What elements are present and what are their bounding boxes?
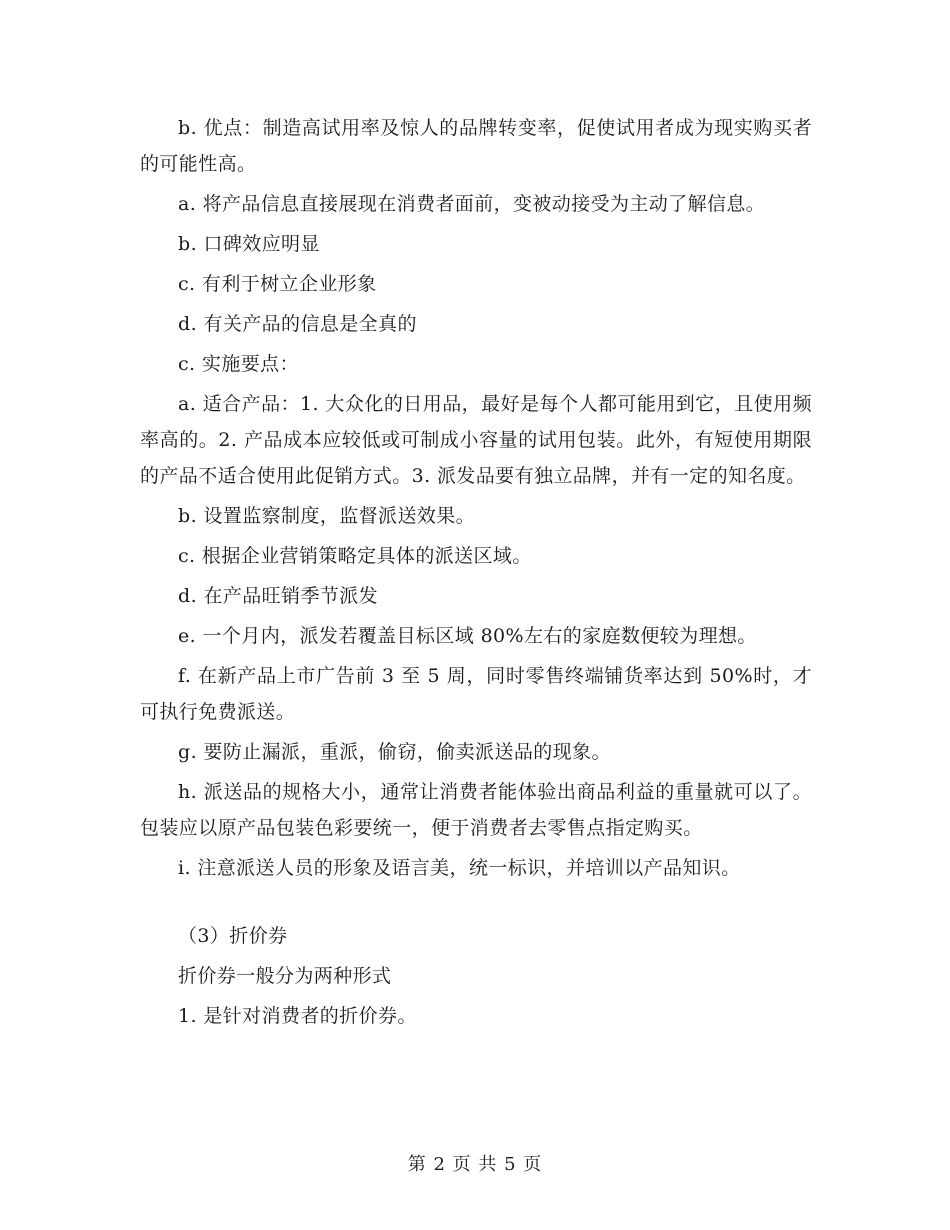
paragraph-peak-season: d. 在产品旺销季节派发 <box>178 585 379 607</box>
paragraph-prevent-loss: g. 要防止漏派，重派，偷窃，偷卖派送品的现象。 <box>178 741 611 763</box>
paragraph-timing: f. 在新产品上市广告前 3 至 5 周，同时零售终端铺货率达到 50%时，才可执行免费派送。 <box>140 665 812 723</box>
paragraph-delivery-area: c. 根据企业营销策略定具体的派送区域。 <box>178 545 532 567</box>
section-spacer <box>140 890 812 918</box>
paragraph-implementation-points: c. 实施要点： <box>178 353 299 375</box>
paragraph-word-of-mouth: b. 口碑效应明显 <box>178 233 320 255</box>
page-number-footer: 第 2 页 共 5 页 <box>407 1154 543 1175</box>
section-heading: （3）折价券 <box>178 925 288 947</box>
paragraph-consumer-coupon: 1. 是针对消费者的折价券。 <box>178 1005 417 1027</box>
paragraph-suitable-products: a. 适合产品：1. 大众化的日用品，最好是每个人都可能用到它，且使用频率高的。2. 产品成本应较低或可制成小容量的试用包装。此外，有短使用期限的产品不适合使用此促销方式。3. 派发品要有独立品牌，并有一定的知名度。 <box>140 393 812 487</box>
paragraph-staff-image: i. 注意派送人员的形象及语言美，统一标识，并培训以产品知识。 <box>178 857 741 879</box>
paragraph-coupon-forms: 折价券一般分为两种形式 <box>178 965 392 987</box>
paragraph-supervision: b. 设置监察制度，监督派送效果。 <box>178 505 476 527</box>
paragraph-genuine-info: d. 有关产品的信息是全真的 <box>178 313 417 335</box>
paragraph-sample-size: h. 派送品的规格大小，通常让消费者能体验出商品利益的重量就可以了。包装应以原产品包装色彩要统一，便于消费者去零售点指定购买。 <box>140 781 812 839</box>
document-body <box>140 110 812 1038</box>
paragraph-direct-display: a. 将产品信息直接展现在消费者面前，变被动接受为主动了解信息。 <box>178 193 766 215</box>
paragraph-corporate-image: c. 有利于树立企业形象 <box>178 273 377 295</box>
paragraph-advantages: b. 优点：制造高试用率及惊人的品牌转变率，促使试用者成为现实购买者的可能性高。 <box>140 117 812 175</box>
paragraph-coverage: e. 一个月内，派发若覆盖目标区域 80%左右的家庭数便较为理想。 <box>178 625 757 647</box>
